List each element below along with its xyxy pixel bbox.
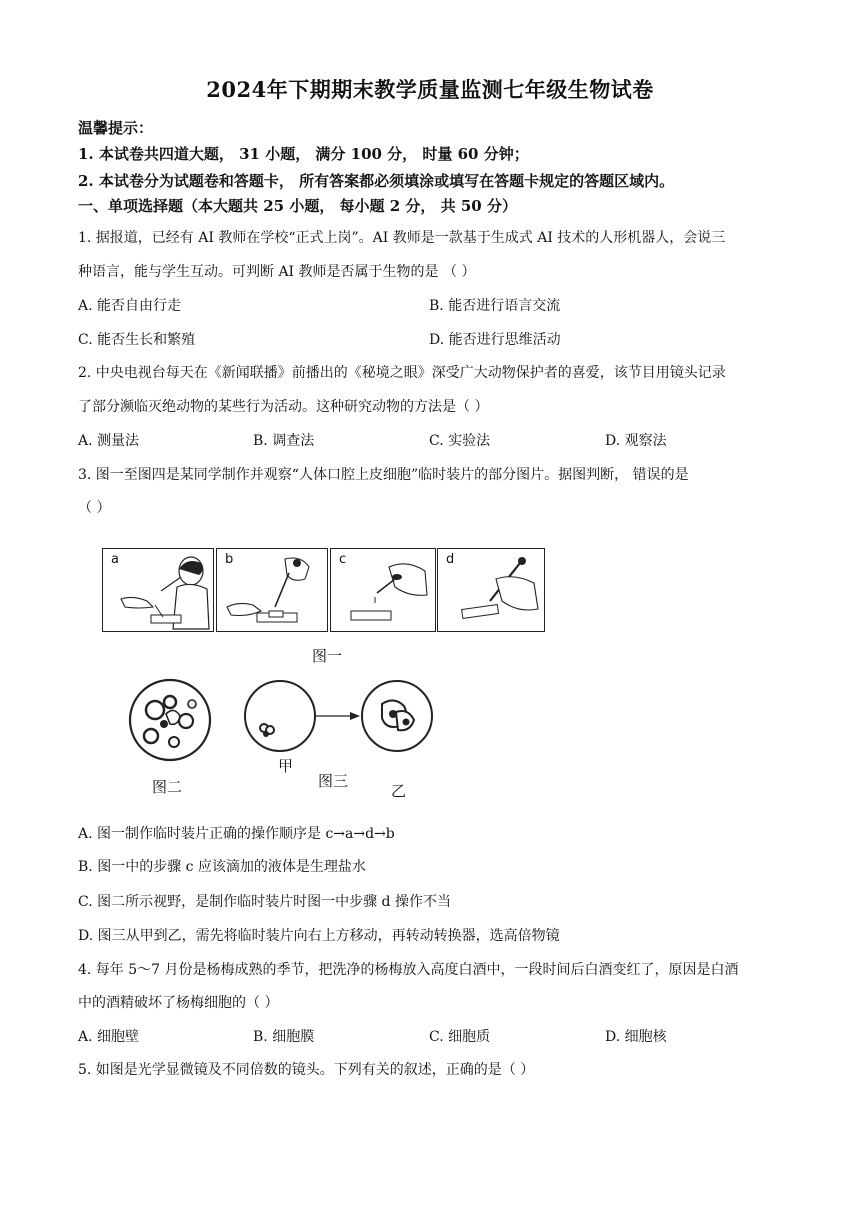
q4-stem-line-2: 中的酒精破坏了杨梅细胞的（ ） [78, 995, 279, 1011]
q4-stem-line-1: 4. 每年 5～7 月份是杨梅成熟的季节，把洗净的杨梅放入高度白酒中，一段时间后白酒变红了，原因是白酒 [78, 962, 739, 978]
tips-heading: 温馨提示： [78, 119, 154, 137]
fig1-panel-c-label: c [339, 552, 347, 567]
q3-option-d: D. 图三从甲到乙，需先将临时装片向右上方移动，再转动转换器，选高倍物镜 [78, 928, 560, 944]
fig1-panel-b-illustration [217, 549, 327, 631]
q3-stem-line-2: （ ） [78, 500, 111, 516]
fig1-panel-b-label: b [225, 552, 234, 567]
fig1-panel-a [102, 548, 214, 632]
q1-option-c: C. 能否生长和繁殖 [78, 332, 196, 348]
page-title: 2024年下期期末教学质量监测七年级生物试卷 [206, 77, 654, 102]
fig1-panel-d [437, 548, 545, 632]
tips-line-1: 1. 本试卷共四道大题， 31 小题， 满分 100 分， 时量 60 分钟； [78, 145, 529, 163]
fig3-left-label: 甲 [278, 757, 294, 775]
q1-option-d: D. 能否进行思维活动 [429, 332, 561, 348]
q4-option-a: A. 细胞壁 [78, 1029, 140, 1045]
q3-option-b: B. 图一中的步骤 c 应该滴加的液体是生理盐水 [78, 859, 366, 875]
fig1-panel-c-illustration [331, 549, 435, 631]
q1-option-a: A. 能否自由行走 [78, 298, 182, 314]
q2-option-a: A. 测量法 [78, 433, 140, 449]
fig3-diagram [244, 676, 440, 756]
q4-option-b: B. 细胞膜 [253, 1029, 315, 1045]
q1-stem-line-1: 1. 据报道，已经有 AI 教师在学校“正式上岗”。AI 教师是一款基于生成式 AI 技术的人形机器人，会说三 [78, 230, 726, 246]
q4-option-d: D. 细胞核 [605, 1029, 667, 1045]
q2-stem-line-2: 了部分濒临灭绝动物的某些行为活动。这种研究动物的方法是（ ） [78, 399, 489, 415]
q1-option-b: B. 能否进行语言交流 [429, 298, 561, 314]
q3-option-c: C. 图二所示视野，是制作临时装片时图一中步骤 d 操作不当 [78, 894, 451, 910]
fig3-caption: 图三 [318, 772, 349, 790]
q5-stem-line-1: 5. 如图是光学显微镜及不同倍数的镜头。下列有关的叙述，正确的是（ ） [78, 1062, 535, 1078]
fig1-caption: 图一 [312, 647, 343, 665]
q4-option-c: C. 细胞质 [429, 1029, 491, 1045]
fig3-right-label: 乙 [391, 782, 407, 800]
fig1-panel-a-illustration [103, 549, 213, 631]
fig1-panel-a-label: a [111, 552, 119, 567]
fig1-panel-d-label: d [446, 552, 455, 567]
q2-option-c: C. 实验法 [429, 433, 491, 449]
fig2-caption: 图二 [152, 778, 183, 796]
section-heading: 一、单项选择题（本大题共 25 小题， 每小题 2 分， 共 50 分） [78, 197, 517, 215]
q3-option-a: A. 图一制作临时装片正确的操作顺序是 c→a→d→b [78, 826, 395, 842]
tips-line-2: 2. 本试卷分为试题卷和答题卡， 所有答案都必须填涂或填写在答题卡规定的答题区域内。 [78, 172, 675, 190]
fig2-microscope-view [126, 676, 214, 772]
q2-option-d: D. 观察法 [605, 433, 667, 449]
fig1-panel-c [330, 548, 436, 632]
fig1-panel-d-illustration [438, 549, 544, 631]
q2-option-b: B. 调查法 [253, 433, 315, 449]
q1-stem-line-2: 种语言，能与学生互动。可判断 AI 教师是否属于生物的是 （ ） [78, 264, 476, 280]
q2-stem-line-1: 2. 中央电视台每天在《新闻联播》前播出的《秘境之眼》深受广大动物保护者的喜爱，该节目用镜头记录 [78, 365, 726, 381]
q3-stem-line-1: 3. 图一至图四是某同学制作并观察“人体口腔上皮细胞”临时装片的部分图片。据图判断， 错误的是 [78, 467, 689, 483]
fig1-panel-b [216, 548, 328, 632]
